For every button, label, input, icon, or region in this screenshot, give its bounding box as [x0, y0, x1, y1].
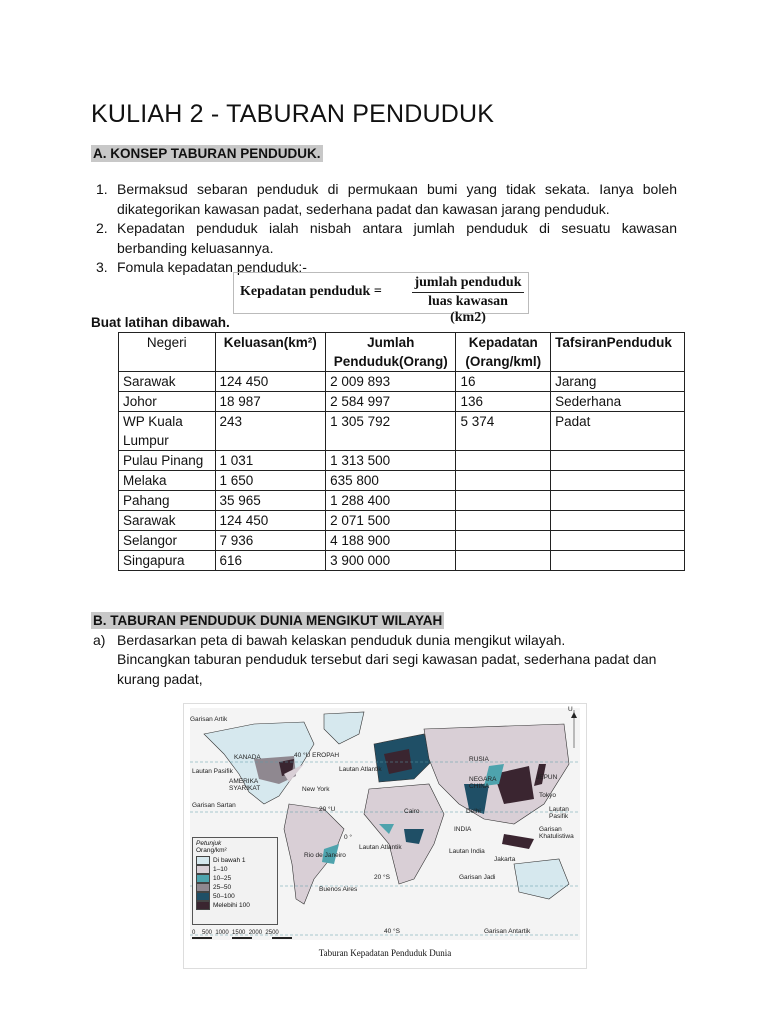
column-header: Kepadatan (Orang/kml) [456, 333, 551, 372]
map-label: Lautan Atlantik [339, 766, 382, 773]
table-cell: 635 800 [326, 471, 456, 491]
table-cell: Singapura [119, 551, 216, 571]
table-cell [551, 451, 685, 471]
map-label: Lautan Pasifik [549, 806, 569, 820]
table-cell: 2 009 893 [326, 372, 456, 392]
map-label: Tokyo [539, 792, 556, 799]
table-cell [551, 511, 685, 531]
map-label: NEGARA CHINA [469, 776, 497, 790]
table-cell: Sarawak [119, 372, 216, 392]
table-cell: 1 305 792 [326, 412, 456, 451]
table-cell [456, 551, 551, 571]
legend-item [193, 883, 277, 892]
list-number: 2. [96, 220, 108, 236]
table-row [119, 471, 685, 491]
page-title: KULIAH 2 - TABURAN PENDUDUK [91, 100, 495, 128]
table-cell: 124 450 [215, 511, 326, 531]
table-cell: 5 374 [456, 412, 551, 451]
map-label: INDIA [454, 826, 472, 833]
map-label: Lautan India [449, 848, 485, 855]
map-label: 20 °S [374, 874, 390, 881]
section-b-heading: B. TABURAN PENDUDUK DUNIA MENGIKUT WILAYAH [93, 613, 443, 628]
map-label: Garisan Jadi [459, 874, 496, 881]
table-cell: Padat [551, 412, 685, 451]
section-a-heading: A. KONSEP TABURAN PENDUDUK. [93, 146, 321, 161]
legend-item [193, 901, 277, 910]
density-formula [233, 272, 529, 325]
table-cell: 124 450 [215, 372, 326, 392]
map-label: Garisan Khatulistiwa [539, 826, 574, 840]
table-cell: 1 650 [215, 471, 326, 491]
table-cell [456, 511, 551, 531]
table-cell: Johor [119, 392, 216, 412]
concept-list [93, 180, 677, 278]
figure-caption: Taburan Kepadatan Penduduk Dunia [318, 948, 452, 958]
table-cell: Sarawak [119, 511, 216, 531]
table-cell: 18 987 [215, 392, 326, 412]
list-number: 3. [96, 259, 108, 275]
table-header-row [119, 333, 685, 372]
column-header: Jumlah Penduduk(Orang) [326, 333, 456, 372]
map-label: 40 °U EROPAH [294, 752, 340, 759]
table-cell: 2 584 997 [326, 392, 456, 412]
table-cell: Pahang [119, 491, 216, 511]
table-cell: 7 936 [215, 531, 326, 551]
list-text: Kepadatan penduduk ialah nisbah antara jumlah penduduk di sesuatu kawasan berbanding keluasannya. [117, 220, 677, 256]
table-row [119, 551, 685, 571]
legend-label: 1–10 [213, 866, 228, 873]
table-row [119, 531, 685, 551]
table-row [119, 491, 685, 511]
legend-swatch [196, 883, 210, 892]
map-label: RUSIA [469, 756, 489, 763]
legend-unit: Orang/km² [196, 847, 227, 854]
table-row [119, 412, 685, 451]
table-cell: Selangor [119, 531, 216, 551]
table-row [119, 372, 685, 392]
map-label: 20 °U [319, 806, 336, 813]
table-body [119, 372, 685, 571]
table-row [119, 451, 685, 471]
legend-label: 25–50 [213, 884, 232, 891]
table-cell: 2 071 500 [326, 511, 456, 531]
legend-item [193, 874, 277, 883]
table-cell: 35 965 [215, 491, 326, 511]
table-cell: Sederhana [551, 392, 685, 412]
map-label: 0 ° [344, 834, 353, 841]
map-label: 40 °S [384, 928, 400, 935]
map-label: AMERIKA SYARIKAT [229, 778, 261, 792]
density-table [118, 332, 685, 571]
table-cell: 3 900 000 [326, 551, 456, 571]
map-label: Cairo [404, 808, 420, 815]
table-cell: Melaka [119, 471, 216, 491]
legend-label: Melebihi 100 [213, 902, 250, 909]
list-number: 1. [96, 181, 108, 197]
list-item [93, 219, 677, 258]
map-label: Lautan Pasifik [192, 768, 233, 775]
table-cell: Pulau Pinang [119, 451, 216, 471]
list-text: Bermaksud sebaran penduduk di permukaan bumi yang tidak sekata. Ianya boleh dikategorikan kawasan padat, sederhana padat dan kawasan jarang penduduk. [117, 181, 677, 217]
legend-label: Di bawah 1 [213, 857, 246, 864]
table-cell: 1 031 [215, 451, 326, 471]
legend-label: 10–25 [213, 875, 232, 882]
map-label: Garisan Sartan [192, 802, 236, 809]
table-cell [456, 491, 551, 511]
map-label: Jakarta [494, 856, 516, 863]
table-cell [551, 491, 685, 511]
legend-swatch [196, 865, 210, 874]
map-label: Lautan Atlantik [359, 844, 402, 851]
para-a-line1: Berdasarkan peta di bawah kelaskan penduduk dunia mengikut wilayah. [117, 632, 566, 648]
table-cell: 4 188 900 [326, 531, 456, 551]
legend-swatch [196, 874, 210, 883]
legend-label: 50–100 [213, 893, 235, 900]
table-cell [456, 451, 551, 471]
table-cell: 616 [215, 551, 326, 571]
table-cell: 243 [215, 412, 326, 451]
table-row [119, 392, 685, 412]
world-density-map-figure [183, 703, 587, 969]
table-cell [456, 471, 551, 491]
table-cell: 16 [456, 372, 551, 392]
list-item [93, 180, 677, 219]
table-cell: WP Kuala Lumpur [119, 412, 216, 451]
table-cell: 136 [456, 392, 551, 412]
legend-item [193, 865, 277, 874]
table-cell: Jarang [551, 372, 685, 392]
legend-swatch [196, 856, 210, 865]
table-cell: 1 288 400 [326, 491, 456, 511]
legend-swatch [196, 892, 210, 901]
table-cell: 1 313 500 [326, 451, 456, 471]
map-label: Garisan Artik [190, 716, 228, 723]
legend-item [193, 856, 277, 865]
table-cell [456, 531, 551, 551]
formula-denominator: luas kawasan (km2) [428, 294, 508, 325]
map-label: KANADA [234, 754, 261, 761]
legend-swatch [196, 901, 210, 910]
map-label: Garisan Antartik [484, 928, 531, 935]
table-row [119, 511, 685, 531]
table-cell [551, 531, 685, 551]
column-header: Keluasan(km²) [215, 333, 326, 372]
map-legend [192, 837, 278, 925]
legend-title: Petunjuk [196, 840, 222, 847]
map-label: Delhi [466, 808, 481, 815]
para-a-line2: Bincangkan taburan penduduk tersebut dari segi kawasan padat, sederhana padat dan kurang padat, [117, 651, 657, 687]
list-text: Fomula kepadatan penduduk:- [117, 259, 307, 275]
formula-numerator: jumlah penduduk [412, 275, 524, 293]
column-header: Negeri [119, 333, 216, 372]
map-label: JEPUN [536, 774, 558, 781]
table-cell [551, 551, 685, 571]
map-label: Buenos Aires [319, 886, 358, 893]
table-cell [551, 471, 685, 491]
north-label: U [568, 706, 573, 713]
map-scale: 0 500 1000 1500 2000 2500 [192, 930, 279, 936]
map-label: Rio de Janeiro [304, 852, 346, 859]
map-label: New York [302, 786, 330, 793]
formula-lhs: Kepadatan penduduk = [240, 284, 382, 299]
column-header: TafsiranPenduduk [551, 333, 685, 372]
legend-item [193, 892, 277, 901]
para-a-label: a) [93, 632, 106, 648]
exercise-label: Buat latihan dibawah. [91, 315, 230, 330]
